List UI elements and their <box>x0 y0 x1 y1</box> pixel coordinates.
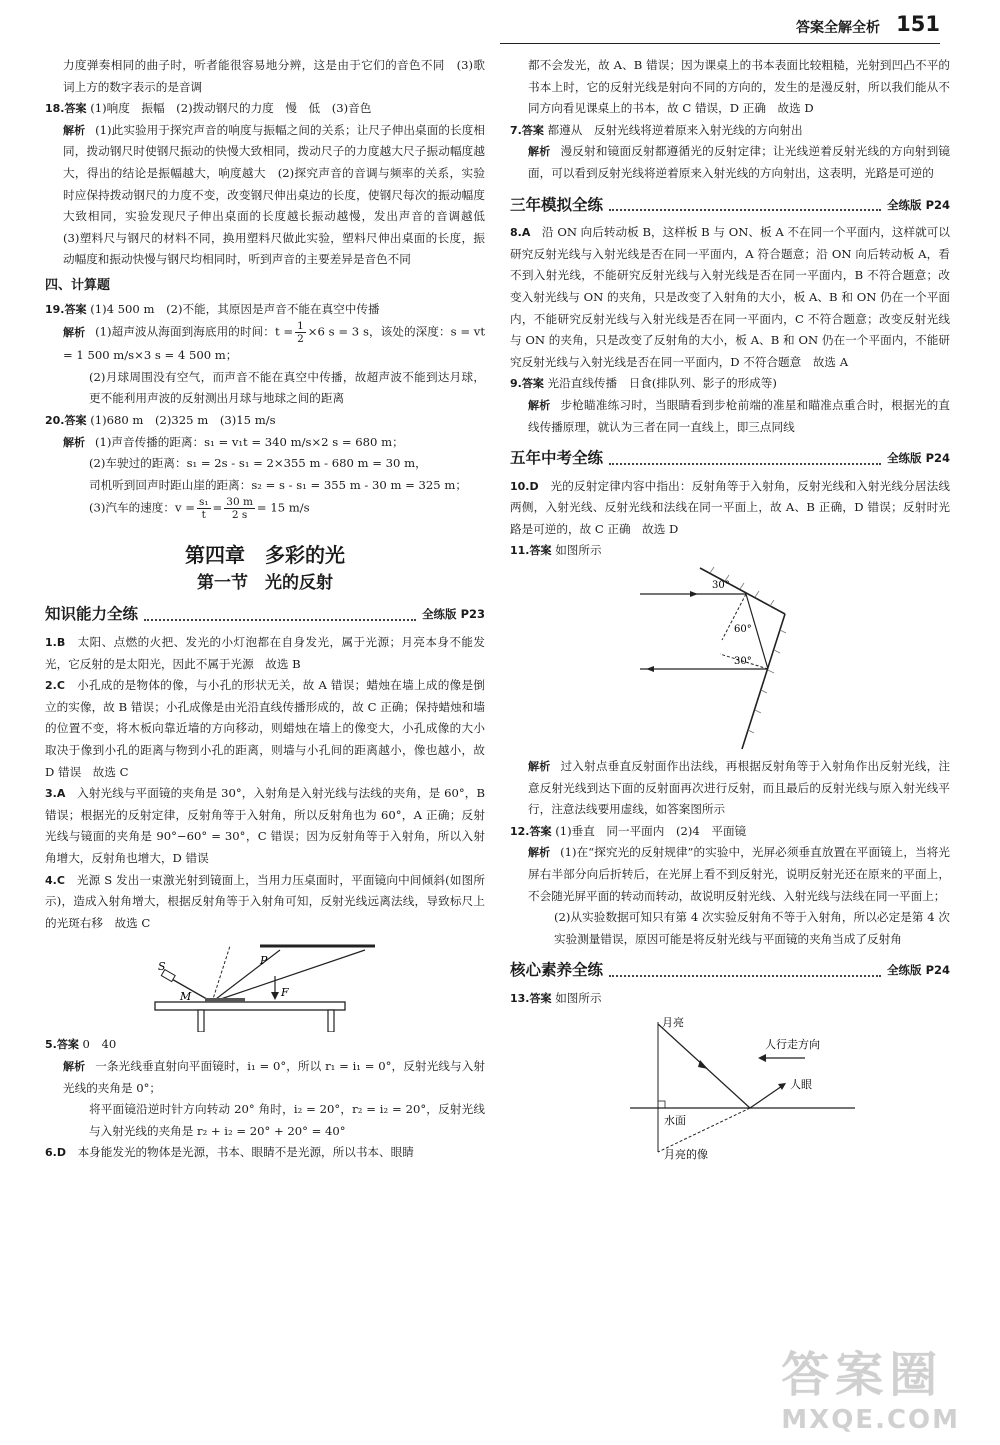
q20-speed-result: = 15 m/s <box>256 500 310 515</box>
analysis-label: 解析 <box>528 846 551 860</box>
q7-analysis-text: 漫反射和镜面反射都遵循光的反射定律；让光线逆着反射光线的方向射到镜面，可以看到反射光线将逆着原来入射光线的方向射出，这表明，光路是可逆的 <box>528 144 950 180</box>
fraction <box>295 320 306 345</box>
q11-answer-text: 如图所示 <box>555 543 602 558</box>
q19-number: 19.答案 <box>45 302 87 316</box>
label-m: M <box>180 990 192 1004</box>
q12-answer <box>510 821 950 843</box>
q12-text-2: (2)从实验数据可知只有第 4 次实验反射角不等于入射角，所以必定是第 4 次实验测量错误，原因可能是将反射光线与平面镜的夹角当成了反射角 <box>554 910 950 946</box>
q19-answer-text: (1)4 500 m (2)不能，其原因是声音不能在真空中传播 <box>90 301 380 316</box>
q10-text: 光的反射定律内容中指出：反射角等于入射角，反射光线和入射光线分居法线两侧，入射光线、反射光线和法线在同一平面上，故 A、B 正确，D 错误；反射时光路是可逆的，故 C 正确 故选 D <box>510 478 950 536</box>
moon-label: 月亮 <box>662 1015 684 1029</box>
fraction-numerator: s₁ <box>198 496 209 509</box>
q6 <box>45 1142 485 1164</box>
label-f: F <box>281 986 289 1000</box>
arrow-head <box>778 1083 786 1090</box>
bar-title: 核心素养全练 <box>510 961 604 980</box>
reflected-ray <box>212 950 280 1002</box>
table-leg <box>198 1010 204 1032</box>
left-column <box>45 55 497 1164</box>
dotted-leader <box>609 209 881 211</box>
analysis-label: 解析 <box>63 435 85 449</box>
bar-page-ref: 全练版 P23 <box>422 607 485 622</box>
q2 <box>45 675 485 783</box>
q7-analysis <box>510 141 950 184</box>
arrow-head <box>758 1054 766 1062</box>
q5-text-1: 一条光线垂直射向平面镜时，i₁ = 0°，所以 r₁ = i₁ = 0°，反射光线与入射光线的夹角是 0°； <box>63 1058 485 1095</box>
q18-analysis <box>45 120 497 271</box>
q18-answer <box>45 98 485 120</box>
section-title: 第一节 光的反射 <box>197 572 333 593</box>
analysis-label: 解析 <box>63 123 86 137</box>
q6-continuation: 都不会发光，故 A、B 错误；因为课桌上的书本表面比较粗糙，光射到凹凸不平的书本上时，它的反射光线是射向不同的方向的，发生的是漫反射，所以我们能从不同方向看见课桌上的书本，故 C 错误，D 正确 故选 D <box>528 58 950 116</box>
q3-number: 3.A <box>45 787 66 801</box>
right-column <box>510 55 950 1164</box>
watermark-logo: 答案圈 <box>781 1347 944 1403</box>
analysis-label: 解析 <box>63 1059 86 1073</box>
upper-mirror <box>700 568 785 614</box>
q20-text-2: (2)车驶过的距离：s₁ = 2s - s₁ = 2×355 m - 680 m = 30 m， <box>89 456 427 471</box>
q2-number: 2.C <box>45 679 65 693</box>
q19-analysis-2: (2)月球周围没有空气，而声音不能在真空中传播，故超声波不能到达月球，更不能利用声波的反射测出月球与地球之间的距离 <box>89 369 485 406</box>
reflected-ray <box>750 1084 785 1108</box>
q11-answer <box>510 540 950 562</box>
table-leg <box>328 1010 334 1032</box>
q7-answer-text: 都遵从 反射光线将逆着原来入射光线的方向射出 <box>547 122 803 137</box>
fraction <box>224 496 255 521</box>
header-title: 答案全解全析 <box>796 20 880 36</box>
q9-answer <box>510 373 950 395</box>
q19-answer <box>45 299 485 321</box>
q8-text: 沿 ON 向后转动板 B，这样板 B 与 ON、板 A 不在同一个平面内，这样就可以研究反射光线与入射光线是否在同一平面内，A 符合题意；沿 ON 向后转动板 A，看不到入射光线，不能研究反射光线与入射光线是否在同一平面内，B 不符合题意；改变入射光线与 ON 的夹角，只是改变了入射角的大小，板 A、B 和 ON 仍在一个平面内，不能研究反射光线与入射光线是否在同一平面内，C 不符合题意；改变反射光线与 ON 的夹角，只是改变了反射角的大小，板 A、B 和 ON 仍在一个平面内，不能研究反射光线与入射光线是否在同一平面内，D 不符合题意 故选 A <box>510 225 950 369</box>
bar-title: 三年模拟全练 <box>510 195 604 214</box>
q4 <box>45 870 485 935</box>
q13-number: 13.答案 <box>510 992 552 1005</box>
q10-number: 10.D <box>510 479 539 493</box>
q13-answer-text: 如图所示 <box>555 991 602 1005</box>
watermark <box>781 1336 960 1435</box>
table-top <box>155 1002 345 1010</box>
q1-text: 太阳、点燃的火把、发光的小灯泡都在自身发光，属于光源；月亮本身不能发光，它反射的是太阳光，因此不属于光源 故选 B <box>45 635 485 671</box>
q3 <box>45 783 485 869</box>
page-header <box>500 0 940 48</box>
bar-page-ref: 全练版 P24 <box>887 197 950 212</box>
page-number: 151 <box>896 12 940 36</box>
q19-text-2: ×6 s = 3 s，该处的深度：s = vt = 1 500 m/s×3 s = 4 500 m； <box>63 324 486 363</box>
normal-line <box>212 946 230 1002</box>
eye-label: 人眼 <box>790 1077 812 1091</box>
header-rule <box>500 43 940 44</box>
chapter-title: 第四章 多彩的光 <box>185 543 345 568</box>
mirror-hatching <box>710 567 786 733</box>
practice-bar-three-year <box>510 195 950 217</box>
q11-analysis <box>510 756 950 821</box>
dotted-leader <box>609 975 881 977</box>
q5-text-2: 将平面镜沿逆时针方向转动 20° 角时，i₂ = 20°，r₂ = i₂ = 20°，反射光线与入射光线的夹角是 r₂ + i₂ = 20° + 20° = 40° <box>89 1102 485 1138</box>
q20-speed-label: (3)汽车的速度：v = <box>89 500 195 515</box>
q20-number: 20.答案 <box>45 413 87 427</box>
analysis-label: 解析 <box>528 398 551 412</box>
q5-analysis <box>45 1056 485 1099</box>
q6-number: 6.D <box>45 1146 66 1160</box>
q20-text-1: (1)声音传播的距离：s₁ = v₁t = 340 m/s×2 s = 680 m； <box>95 434 404 449</box>
label-p: P <box>260 954 268 968</box>
q13-answer <box>510 988 950 1010</box>
practice-bar-knowledge <box>45 604 485 626</box>
q9-analysis-text: 步枪瞄准练习时，当眼睛看到步枪前端的准星和瞄准点重合时，根据光的直线传播原理，就认为三者在同一直线上，即三点同线 <box>528 397 950 434</box>
label-s: S <box>158 960 166 974</box>
analysis-label: 解析 <box>528 145 551 159</box>
equals-sign: = <box>212 500 223 515</box>
arrow-head <box>271 992 279 1000</box>
q3-text: 入射光线与平面镜的夹角是 30°，入射角是入射光线与法线的夹角，是 60°，B 错误；根据光的反射定律，反射角等于入射角，所以反射角也为 60°，A 正确；反射光线与镜面的夹角是 90°−60° = 30°，C 错误；因为反射角等于入射角，所以入射角增大，反射角也增大，D 错误 <box>45 786 485 865</box>
angle-label: 30° <box>712 580 730 592</box>
table-mirror-diagram <box>150 936 380 1032</box>
q8 <box>510 222 950 373</box>
q1 <box>45 632 485 675</box>
section-heading: 四、计算题 <box>45 277 111 293</box>
mirror <box>205 998 245 1002</box>
q11-analysis-text: 过入射点垂直反射面作出法线，再根据反射角等于入射角作出反射光线，注意反射光线到达下面的反射面再次进行反射，而且最后的反射光线与原入射光线平行，注意法线要用虚线，如答案图所示 <box>528 759 950 817</box>
q4-number: 4.C <box>45 873 65 887</box>
q7-answer <box>510 120 950 142</box>
q2-text: 小孔成的是物体的像，与小孔的形状无关，故 A 错误；蜡烛在墙上成的像是倒立的实像，故 B 错误；小孔成像是由光沿直线传播形成的，故 C 正确；保持蜡烛和墙的位置不变，将木板向靠近墙的方向移动，则蜡烛在墙上的像变大，小孔成像的大小取决于像到小孔的距离与物到小孔的距离，则墙与小孔间的距离越小，像也越小，故 D 错误 故选 C <box>45 678 485 779</box>
bar-title: 知识能力全练 <box>45 605 139 624</box>
q9-number: 9.答案 <box>510 377 544 391</box>
analysis-label: 解析 <box>528 760 551 774</box>
q1-number: 1.B <box>45 636 66 650</box>
water-label: 水面 <box>664 1113 686 1127</box>
bar-page-ref: 全练版 P24 <box>887 963 950 978</box>
q6-text: 本身能发光的物体是光源，书本、眼睛不是光源，所以书本、眼睛 <box>77 1145 414 1160</box>
q8-number: 8.A <box>510 226 531 240</box>
right-angle-mark <box>658 1101 665 1108</box>
walking-direction-label: 人行走方向 <box>765 1037 820 1051</box>
q5-answer <box>45 1034 485 1056</box>
q11-number: 11.答案 <box>510 544 552 558</box>
arrow-head <box>690 591 698 597</box>
q19-analysis <box>45 320 485 367</box>
q9-answer-text: 光沿直线传播 日食(排队列、影子的形成等) <box>547 376 777 391</box>
analysis-label: 解析 <box>63 325 86 339</box>
q12-text-1: (1)在“探究光的反射规律”的实验中，光屏必须垂直放置在平面镜上，当将光屏右半部分向后折转后，在光屏上看不到反射光，说明反射光还在原来的平面上，不会随光屏平面的转动而转动，故说明反射光线、入射光线与法线在同一平面上； <box>528 845 951 903</box>
q18-answer-text: (1)响度 振幅 (2)拨动钢尺的力度 慢 低 (3)音色 <box>90 101 372 116</box>
fraction-denominator: t <box>201 509 206 522</box>
moon-image-label: 月亮的像 <box>664 1147 708 1161</box>
bar-page-ref: 全练版 P24 <box>887 451 950 466</box>
double-mirror-diagram <box>630 564 830 754</box>
q18-number: 18.答案 <box>45 102 87 116</box>
practice-bar-five-year <box>510 448 950 470</box>
practice-bar-core <box>510 960 950 982</box>
q12-analysis <box>510 842 950 907</box>
q20-text-3: 司机听到回声时距山崖的距离：s₂ = s - s₁ = 355 m - 30 m = 325 m； <box>89 477 467 492</box>
fraction-denominator: 2 s <box>231 509 248 522</box>
q18-analysis-text: (1)此实验用于探究声音的响度与振幅之间的关系；让尺子伸出桌面的长度相同，拨动钢尺时使钢尺振动的快慢大致相同，拨动尺子的力度越大尺子振动幅度越大，得出的结论是振幅越大，响度越大 (2)探究声音的音调与频率的关系，实验时应保持拨动钢尺的力度不变，改变钢尺伸出桌边的长度，使钢尺每次的振动幅度大致相同，实验发现尺子伸出桌面的长度越长振动越慢，发出声音的音调越低 (3)塑料尺与钢尺的材料不同，换用塑料尺做此实验，塑料尺伸出桌面的长度，振动幅度和振动快慢与钢尺均相同时，听到声音的主要差异是音色不同 <box>63 122 497 267</box>
fraction <box>197 496 211 521</box>
q19-text-1: (1)超声波从海面到海底用的时间：t = <box>95 324 294 339</box>
q20-text-4 <box>45 496 485 521</box>
q5-number: 5.答案 <box>45 1038 79 1052</box>
arrow-head <box>646 666 654 672</box>
dotted-leader <box>144 619 416 621</box>
q7-number: 7.答案 <box>510 123 544 137</box>
q12-answer-text: (1)垂直 同一平面内 (2)4 平面镜 <box>555 823 747 838</box>
q20-answer <box>45 410 485 432</box>
fraction-denominator: 2 <box>297 333 304 346</box>
q17-continuation: 力度弹奏相同的曲子时，听者能很容易地分辨，这是由于它们的音色不同 (3)歌词上方的数字表示的是音调 <box>63 58 485 94</box>
angle-label: 30° <box>734 656 752 668</box>
bar-title: 五年中考全练 <box>510 449 604 468</box>
q5-answer-text: 0 40 <box>82 1037 117 1052</box>
fraction-numerator: 1 <box>297 320 304 333</box>
q4-text: 光源 S 发出一束激光射到镜面上，当用力压桌面时，平面镜向中间倾斜(如图所示)，造成入射角增大，根据反射角等于入射角可知，反射光线远离法线，导致标尺上的光斑右移 故选 C <box>45 872 485 930</box>
dotted-leader <box>609 463 881 465</box>
q12-number: 12.答案 <box>510 824 552 838</box>
angle-label: 60° <box>734 624 752 636</box>
q9-analysis <box>510 395 950 438</box>
q20-answer-text: (1)680 m (2)325 m (3)15 m/s <box>90 412 276 427</box>
fraction-numerator: 30 m <box>226 496 253 509</box>
watermark-url: MXQE.COM <box>781 1405 960 1435</box>
moon-reflection-diagram <box>600 1012 860 1162</box>
q20-analysis <box>45 432 485 454</box>
q10 <box>510 476 950 541</box>
